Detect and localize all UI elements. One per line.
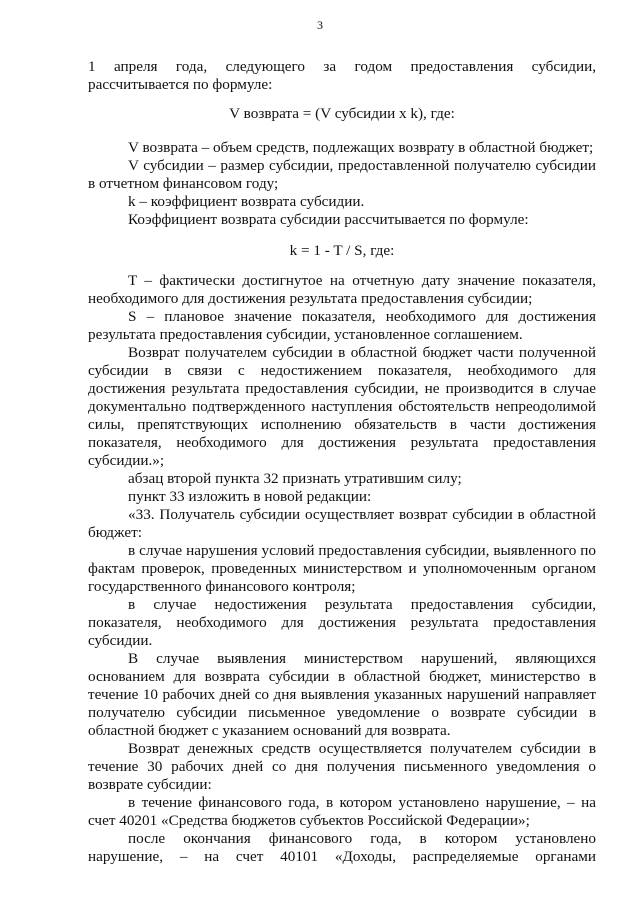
- text-line: Возврат получателем субсидии в областной бюджет части полученной: [128, 344, 596, 361]
- text-line: счет 40201 «Средства бюджетов субъектов Российской Федерации»;: [88, 812, 530, 829]
- text-line: в случае нарушения условий предоставления субсидии, выявленного по: [128, 542, 596, 559]
- text-line: Коэффициент возврата субсидии рассчитывается по формуле:: [128, 211, 529, 228]
- text-line: субсидии.: [88, 632, 153, 649]
- text-line: течение 30 рабочих дней со дня получения письменного уведомления о: [88, 758, 596, 775]
- text-line: бюджет:: [88, 524, 142, 541]
- text-line: в течение финансового года, в котором установлено нарушение, – на: [128, 794, 596, 811]
- text-line: субсидии.»;: [88, 452, 165, 469]
- text-line: силы, препятствующих исполнению обязательств в части достижения: [88, 416, 596, 433]
- text-line: V субсидии – размер субсидии, предоставленной получателю субсидии: [128, 157, 596, 174]
- text-line: нарушение, – на счет 40101 «Доходы, распределяемые органами: [88, 848, 596, 865]
- text-line: T – фактически достигнутое на отчетную дату значение показателя,: [128, 272, 596, 289]
- text-line: в отчетном финансовом году;: [88, 175, 279, 192]
- text-line: k – коэффициент возврата субсидии.: [128, 193, 365, 210]
- text-line: получателю субсидии письменное уведомление о возврате субсидии в: [88, 704, 596, 721]
- text-line: фактам проверок, проведенных министерством и уполномоченным органом: [88, 560, 596, 577]
- text-line: «33. Получатель субсидии осуществляет возврат субсидии в областной: [128, 506, 596, 523]
- text-line: пункт 33 изложить в новой редакции:: [128, 488, 372, 505]
- text-line: S – плановое значение показателя, необходимого для достижения: [128, 308, 596, 325]
- text-line: основанием для возврата субсидии в областной бюджет, министерство в: [88, 668, 596, 685]
- text-line: рассчитывается по формуле:: [88, 76, 273, 93]
- text-line: 1 апреля года, следующего за годом предоставления субсидии,: [88, 58, 596, 75]
- text-line: субсидии в связи с недостижением показателя, необходимого для: [88, 362, 596, 379]
- text-line: возврате субсидии:: [88, 776, 212, 793]
- text-line: достижения результата предоставления субсидии, не производится в случае: [88, 380, 596, 397]
- text-line: необходимого для достижения результата предоставления субсидии;: [88, 290, 533, 307]
- text-line: показателя, необходимого для достижения результата предоставления: [88, 614, 596, 631]
- page-number: 3: [317, 18, 323, 32]
- text-line: абзац второй пункта 32 признать утратившим силу;: [128, 470, 462, 487]
- text-line: показателя, необходимого для достижения результата предоставления: [88, 434, 596, 451]
- text-line: V возврата – объем средств, подлежащих возврату в областной бюджет;: [128, 139, 594, 156]
- text-line: течение 10 рабочих дней со дня выявления указанных нарушений направляет: [88, 686, 596, 703]
- text-line: Возврат денежных средств осуществляется получателем субсидии в: [128, 740, 596, 757]
- text-line: областной бюджет с указанием оснований для возврата.: [88, 722, 451, 739]
- text-line: В случае выявления министерством нарушений, являющихся: [128, 650, 596, 667]
- text-line: в случае недостижения результата предоставления субсидии,: [128, 596, 596, 613]
- text-line: после окончания финансового года, в котором установлено: [128, 830, 596, 847]
- formula-line: V возврата = (V субсидии x k), где:: [229, 105, 455, 122]
- text-line: государственного финансового контроля;: [88, 578, 356, 595]
- text-line: результата предоставления субсидии, установленное соглашением.: [88, 326, 523, 343]
- formula-line: k = 1 - T / S, где:: [289, 242, 395, 259]
- text-line: документально подтвержденного наступления обстоятельств непреодолимой: [88, 398, 596, 415]
